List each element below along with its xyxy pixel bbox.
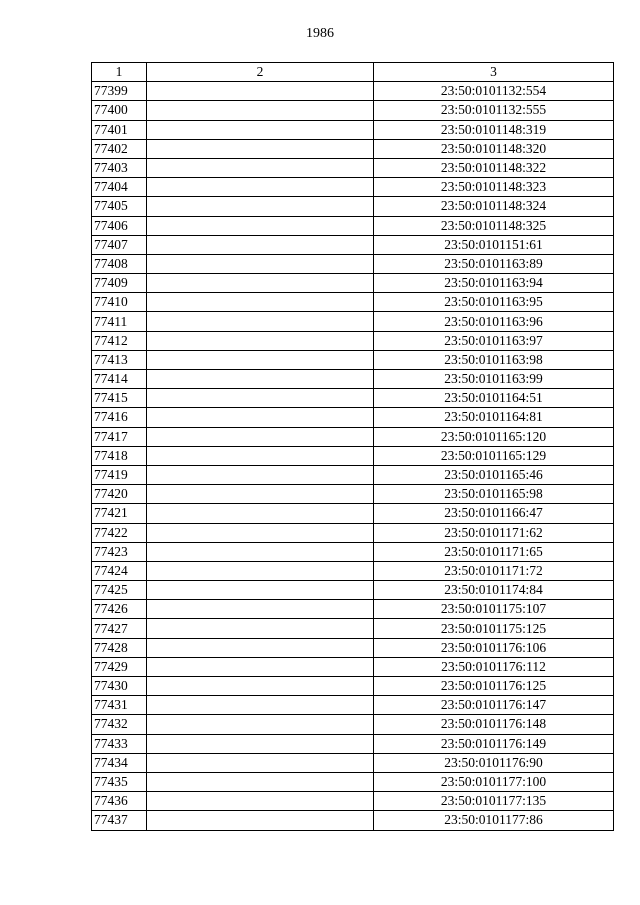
row-number-cell: 77428 (92, 638, 147, 657)
row-cadastral-number-cell: 23:50:0101163:89 (374, 254, 614, 273)
row-cadastral-number-cell: 23:50:0101163:97 (374, 331, 614, 350)
row-number-cell: 77429 (92, 657, 147, 676)
row-description-cell (147, 465, 374, 484)
row-number-cell: 77424 (92, 561, 147, 580)
row-cadastral-number-cell: 23:50:0101175:107 (374, 600, 614, 619)
table-row (92, 408, 614, 427)
table-row (92, 331, 614, 350)
row-cadastral-number-cell: 23:50:0101177:135 (374, 792, 614, 811)
row-cadastral-number-cell: 23:50:0101176:106 (374, 638, 614, 657)
registry-table (91, 62, 614, 831)
row-description-cell (147, 82, 374, 101)
row-number-cell: 77426 (92, 600, 147, 619)
row-description-cell (147, 504, 374, 523)
table-row (92, 178, 614, 197)
row-description-cell (147, 101, 374, 120)
row-cadastral-number-cell: 23:50:0101176:112 (374, 657, 614, 676)
table-row (92, 542, 614, 561)
row-cadastral-number-cell: 23:50:0101177:86 (374, 811, 614, 830)
row-number-cell: 77420 (92, 485, 147, 504)
table-row (92, 82, 614, 101)
row-description-cell (147, 389, 374, 408)
row-number-cell: 77414 (92, 370, 147, 389)
row-number-cell: 77407 (92, 235, 147, 254)
row-description-cell (147, 811, 374, 830)
table-row (92, 581, 614, 600)
table-row (92, 600, 614, 619)
table-row (92, 235, 614, 254)
row-number-cell: 77399 (92, 82, 147, 101)
row-cadastral-number-cell: 23:50:0101174:84 (374, 581, 614, 600)
row-description-cell (147, 657, 374, 676)
row-number-cell: 77437 (92, 811, 147, 830)
row-cadastral-number-cell: 23:50:0101165:46 (374, 465, 614, 484)
table-row (92, 120, 614, 139)
row-number-cell: 77411 (92, 312, 147, 331)
table-row (92, 274, 614, 293)
header-row (92, 63, 614, 82)
row-cadastral-number-cell: 23:50:0101132:555 (374, 101, 614, 120)
table-row (92, 350, 614, 369)
table-row (92, 715, 614, 734)
row-number-cell: 77427 (92, 619, 147, 638)
row-number-cell: 77430 (92, 677, 147, 696)
row-cadastral-number-cell: 23:50:0101171:65 (374, 542, 614, 561)
row-description-cell (147, 696, 374, 715)
row-number-cell: 77418 (92, 446, 147, 465)
row-cadastral-number-cell: 23:50:0101132:554 (374, 82, 614, 101)
table-body (92, 82, 614, 830)
row-description-cell (147, 274, 374, 293)
row-cadastral-number-cell: 23:50:0101148:324 (374, 197, 614, 216)
row-cadastral-number-cell: 23:50:0101176:90 (374, 753, 614, 772)
row-description-cell (147, 677, 374, 696)
row-description-cell (147, 485, 374, 504)
row-description-cell (147, 638, 374, 657)
row-description-cell (147, 427, 374, 446)
row-cadastral-number-cell: 23:50:0101163:99 (374, 370, 614, 389)
row-cadastral-number-cell: 23:50:0101163:95 (374, 293, 614, 312)
row-number-cell: 77422 (92, 523, 147, 542)
row-number-cell: 77412 (92, 331, 147, 350)
row-description-cell (147, 178, 374, 197)
table-row (92, 370, 614, 389)
row-description-cell (147, 734, 374, 753)
row-description-cell (147, 370, 374, 389)
table-row (92, 312, 614, 331)
row-description-cell (147, 331, 374, 350)
row-description-cell (147, 446, 374, 465)
header-col-3: 3 (374, 63, 614, 82)
row-cadastral-number-cell: 23:50:0101177:100 (374, 772, 614, 791)
row-number-cell: 77432 (92, 715, 147, 734)
row-cadastral-number-cell: 23:50:0101163:94 (374, 274, 614, 293)
row-description-cell (147, 197, 374, 216)
row-description-cell (147, 542, 374, 561)
row-number-cell: 77419 (92, 465, 147, 484)
table-row (92, 696, 614, 715)
row-description-cell (147, 753, 374, 772)
row-number-cell: 77406 (92, 216, 147, 235)
row-cadastral-number-cell: 23:50:0101165:98 (374, 485, 614, 504)
table-row (92, 638, 614, 657)
table-row (92, 753, 614, 772)
row-number-cell: 77423 (92, 542, 147, 561)
row-cadastral-number-cell: 23:50:0101151:61 (374, 235, 614, 254)
table-row (92, 485, 614, 504)
table-row (92, 792, 614, 811)
row-description-cell (147, 350, 374, 369)
row-description-cell (147, 523, 374, 542)
row-description-cell (147, 216, 374, 235)
row-description-cell (147, 158, 374, 177)
row-description-cell (147, 139, 374, 158)
row-number-cell: 77413 (92, 350, 147, 369)
row-number-cell: 77434 (92, 753, 147, 772)
row-cadastral-number-cell: 23:50:0101171:62 (374, 523, 614, 542)
row-cadastral-number-cell: 23:50:0101148:323 (374, 178, 614, 197)
row-number-cell: 77401 (92, 120, 147, 139)
table-row (92, 293, 614, 312)
row-number-cell: 77431 (92, 696, 147, 715)
row-number-cell: 77416 (92, 408, 147, 427)
row-description-cell (147, 254, 374, 273)
row-description-cell (147, 715, 374, 734)
row-description-cell (147, 600, 374, 619)
row-cadastral-number-cell: 23:50:0101164:81 (374, 408, 614, 427)
row-cadastral-number-cell: 23:50:0101148:319 (374, 120, 614, 139)
table-row (92, 677, 614, 696)
row-number-cell: 77433 (92, 734, 147, 753)
row-number-cell: 77403 (92, 158, 147, 177)
table-row (92, 101, 614, 120)
row-number-cell: 77408 (92, 254, 147, 273)
row-cadastral-number-cell: 23:50:0101166:47 (374, 504, 614, 523)
page-number: 1986 (306, 26, 334, 41)
row-description-cell (147, 561, 374, 580)
row-number-cell: 77415 (92, 389, 147, 408)
row-description-cell (147, 772, 374, 791)
row-number-cell: 77405 (92, 197, 147, 216)
row-number-cell: 77400 (92, 101, 147, 120)
table-row (92, 504, 614, 523)
row-number-cell: 77410 (92, 293, 147, 312)
row-description-cell (147, 792, 374, 811)
header-col-2: 2 (147, 63, 374, 82)
table-row (92, 254, 614, 273)
table-row (92, 657, 614, 676)
row-number-cell: 77435 (92, 772, 147, 791)
row-cadastral-number-cell: 23:50:0101171:72 (374, 561, 614, 580)
table-row (92, 389, 614, 408)
row-cadastral-number-cell: 23:50:0101148:325 (374, 216, 614, 235)
row-number-cell: 77417 (92, 427, 147, 446)
row-cadastral-number-cell: 23:50:0101175:125 (374, 619, 614, 638)
table-row (92, 734, 614, 753)
table-row (92, 446, 614, 465)
row-description-cell (147, 581, 374, 600)
row-number-cell: 77404 (92, 178, 147, 197)
row-description-cell (147, 408, 374, 427)
table-row (92, 523, 614, 542)
row-cadastral-number-cell: 23:50:0101148:322 (374, 158, 614, 177)
row-cadastral-number-cell: 23:50:0101176:125 (374, 677, 614, 696)
row-number-cell: 77425 (92, 581, 147, 600)
row-cadastral-number-cell: 23:50:0101163:98 (374, 350, 614, 369)
row-cadastral-number-cell: 23:50:0101148:320 (374, 139, 614, 158)
row-description-cell (147, 312, 374, 331)
table-header (92, 63, 614, 82)
row-cadastral-number-cell: 23:50:0101164:51 (374, 389, 614, 408)
row-description-cell (147, 293, 374, 312)
table-row (92, 465, 614, 484)
row-cadastral-number-cell: 23:50:0101165:129 (374, 446, 614, 465)
row-number-cell: 77436 (92, 792, 147, 811)
row-description-cell (147, 120, 374, 139)
table-row (92, 619, 614, 638)
row-number-cell: 77409 (92, 274, 147, 293)
header-col-1: 1 (92, 63, 147, 82)
row-cadastral-number-cell: 23:50:0101165:120 (374, 427, 614, 446)
row-cadastral-number-cell: 23:50:0101163:96 (374, 312, 614, 331)
row-number-cell: 77402 (92, 139, 147, 158)
table-row (92, 139, 614, 158)
table-row (92, 427, 614, 446)
row-number-cell: 77421 (92, 504, 147, 523)
table-row (92, 216, 614, 235)
table-row (92, 158, 614, 177)
table-row (92, 561, 614, 580)
row-cadastral-number-cell: 23:50:0101176:149 (374, 734, 614, 753)
row-cadastral-number-cell: 23:50:0101176:147 (374, 696, 614, 715)
table-row (92, 811, 614, 830)
row-cadastral-number-cell: 23:50:0101176:148 (374, 715, 614, 734)
table-row (92, 772, 614, 791)
table-row (92, 197, 614, 216)
row-description-cell (147, 619, 374, 638)
row-description-cell (147, 235, 374, 254)
